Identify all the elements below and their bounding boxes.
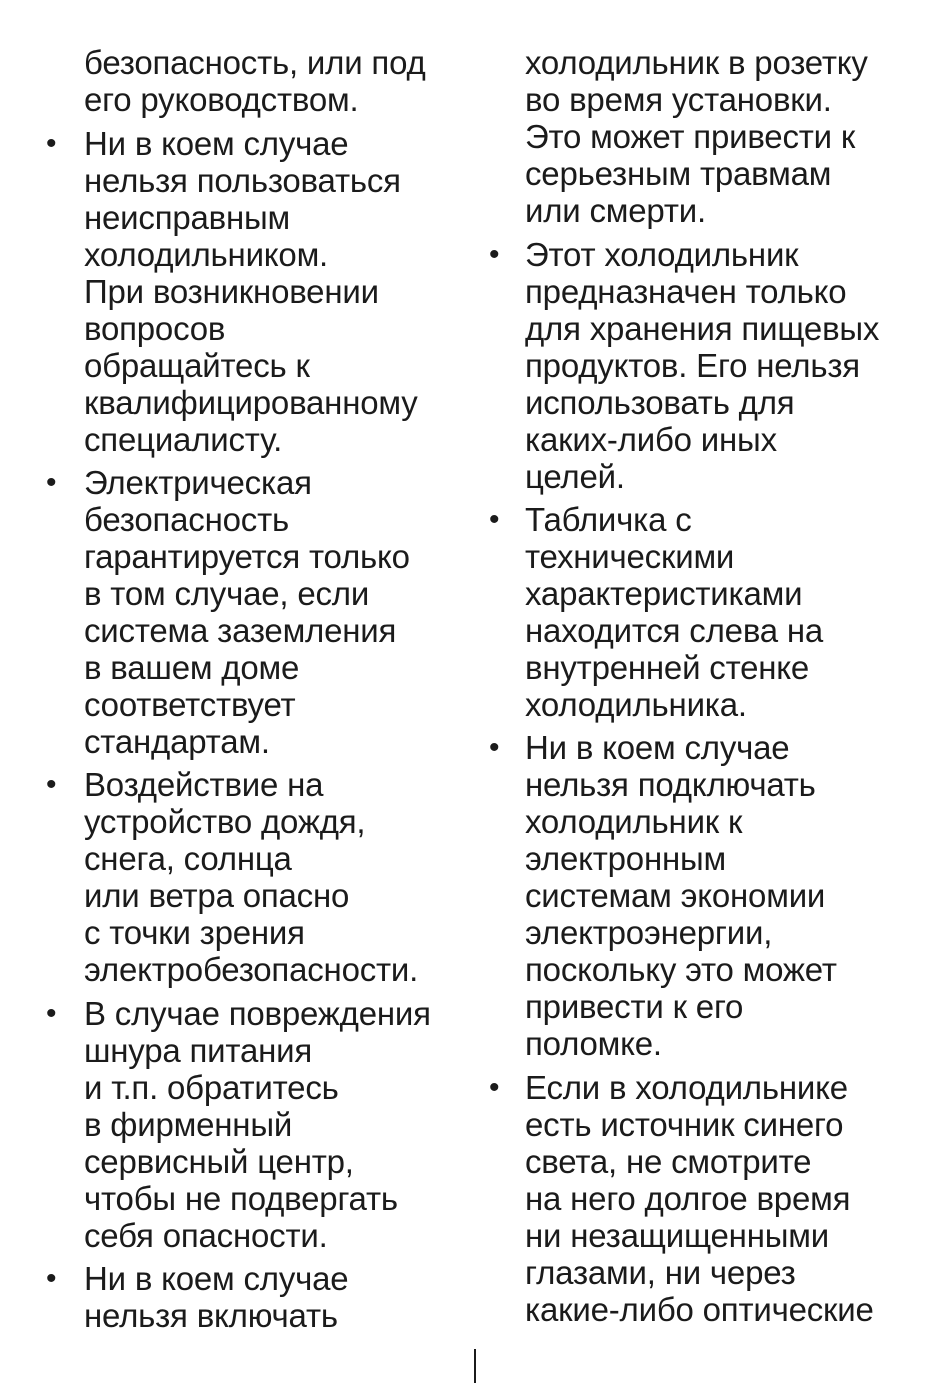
- text-line: для хранения пищевых: [525, 310, 880, 347]
- text-line: снега, солнца: [84, 840, 292, 877]
- text-line: холодильника.: [525, 686, 747, 723]
- text-line: Если в холодильнике: [525, 1069, 848, 1106]
- text-line: система заземления: [84, 612, 397, 649]
- text-line: Это может привести к: [525, 118, 856, 155]
- bullet-marker: •: [489, 731, 500, 764]
- text-line: безопасность: [84, 501, 289, 538]
- text-line: сервисный центр,: [84, 1143, 354, 1180]
- text-line: холодильник к: [525, 803, 743, 840]
- text-line: гарантируется только: [84, 538, 410, 575]
- text-line: продуктов. Его нельзя: [525, 347, 860, 384]
- text-line: внутренней стенке: [525, 649, 810, 686]
- text-line: какие-либо оптические: [525, 1291, 874, 1328]
- text-line: в вашем доме: [84, 649, 300, 686]
- text-line: есть источник синего: [525, 1106, 844, 1143]
- bullet-marker: •: [46, 466, 57, 499]
- bullet-marker: •: [46, 1262, 57, 1295]
- text-line: находится слева на: [525, 612, 824, 649]
- text-line: ни незащищенными: [525, 1217, 829, 1254]
- text-line: в том случае, если: [84, 575, 370, 612]
- text-line: холодильник в розетку: [525, 44, 868, 81]
- text-line: или ветра опасно: [84, 877, 350, 914]
- text-line: шнура питания: [84, 1032, 313, 1069]
- bullet-marker: •: [46, 127, 57, 160]
- text-line: неисправным: [84, 199, 291, 236]
- text-line: стандартам.: [84, 723, 270, 760]
- text-line: привести к его: [525, 988, 744, 1025]
- text-line: При возникновении: [84, 273, 379, 310]
- text-line: серьезным травмам: [525, 155, 832, 192]
- text-line: электронным: [525, 840, 727, 877]
- text-line: поломке.: [525, 1025, 662, 1062]
- text-line: или смерти.: [525, 192, 706, 229]
- text-line: электробезопасности.: [84, 951, 419, 988]
- text-line: Ни в коем случае: [84, 1260, 349, 1297]
- bullet-marker: •: [46, 768, 57, 801]
- text-line: квалифицированному: [84, 384, 418, 421]
- text-line: Этот холодильник: [525, 236, 799, 273]
- text-line: нельзя включать: [84, 1297, 338, 1334]
- text-line: системам экономии: [525, 877, 826, 914]
- text-line: Воздействие на: [84, 766, 324, 803]
- text-line: поскольку это может: [525, 951, 837, 988]
- text-line: безопасность, или под: [84, 44, 426, 81]
- text-line: Ни в коем случае: [84, 125, 349, 162]
- text-line: электроэнергии,: [525, 914, 773, 951]
- text-line: холодильником.: [84, 236, 329, 273]
- text-line: устройство дождя,: [84, 803, 366, 840]
- bullet-marker: •: [46, 997, 57, 1030]
- text-line: характеристиками: [525, 575, 803, 612]
- text-line: света, не смотрите: [525, 1143, 812, 1180]
- text-line: в фирменный: [84, 1106, 293, 1143]
- text-line: специалисту.: [84, 421, 283, 458]
- text-line: техническими: [525, 538, 735, 575]
- text-line: использовать для: [525, 384, 795, 421]
- bullet-marker: •: [489, 238, 500, 271]
- text-line: во время установки.: [525, 81, 832, 118]
- bullet-marker: •: [489, 1071, 500, 1104]
- text-line: глазами, ни через: [525, 1254, 796, 1291]
- bullet-marker: •: [489, 503, 500, 536]
- text-line: обращайтесь к: [84, 347, 310, 384]
- text-line: каких-либо иных: [525, 421, 777, 458]
- text-line: вопросов: [84, 310, 226, 347]
- text-line: Ни в коем случае: [525, 729, 790, 766]
- text-line: соответствует: [84, 686, 296, 723]
- text-line: В случае повреждения: [84, 995, 431, 1032]
- text-line: с точки зрения: [84, 914, 305, 951]
- text-line: предназначен только: [525, 273, 847, 310]
- text-line: Табличка с: [525, 501, 692, 538]
- text-line: его руководством.: [84, 81, 359, 118]
- text-line: чтобы не подвергать: [84, 1180, 398, 1217]
- text-line: себя опасности.: [84, 1217, 328, 1254]
- text-line: нельзя пользоваться: [84, 162, 401, 199]
- text-line: целей.: [525, 458, 625, 495]
- text-line: и т.п. обратитесь: [84, 1069, 339, 1106]
- text-line: нельзя подключать: [525, 766, 816, 803]
- text-line: на него долгое время: [525, 1180, 851, 1217]
- page-divider: [474, 1349, 476, 1383]
- text-line: Электрическая: [84, 464, 312, 501]
